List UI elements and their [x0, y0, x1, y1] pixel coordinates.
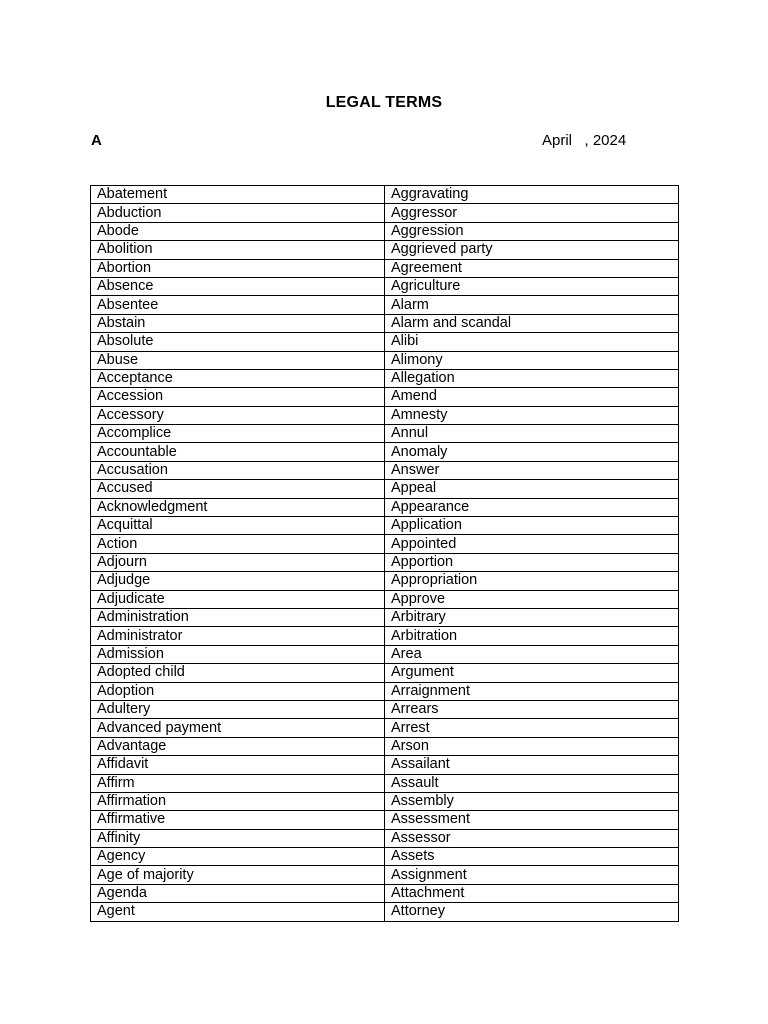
term-cell-right: Agriculture — [385, 277, 679, 295]
term-cell-right: Assignment — [385, 866, 679, 884]
term-cell-right: Appointed — [385, 535, 679, 553]
term-cell-left: Accession — [91, 388, 385, 406]
term-cell-left: Absence — [91, 277, 385, 295]
table-row — [91, 222, 679, 240]
term-cell-right: Annul — [385, 425, 679, 443]
term-cell-left: Administrator — [91, 627, 385, 645]
term-cell-left: Acknowledgment — [91, 498, 385, 516]
table-row — [91, 645, 679, 663]
table-row — [91, 369, 679, 387]
term-cell-right: Attachment — [385, 884, 679, 902]
term-cell-left: Admission — [91, 645, 385, 663]
table-row — [91, 535, 679, 553]
term-cell-right: Aggravating — [385, 186, 679, 204]
term-cell-left: Agency — [91, 848, 385, 866]
term-cell-left: Abortion — [91, 259, 385, 277]
term-cell-left: Absolute — [91, 333, 385, 351]
term-cell-right: Apportion — [385, 553, 679, 571]
table-row — [91, 461, 679, 479]
term-cell-right: Arrears — [385, 700, 679, 718]
table-row — [91, 277, 679, 295]
term-cell-left: Administration — [91, 608, 385, 626]
term-cell-right: Arbitration — [385, 627, 679, 645]
term-cell-right: Aggrieved party — [385, 241, 679, 259]
table-row — [91, 241, 679, 259]
table-row — [91, 792, 679, 810]
term-cell-right: Arson — [385, 737, 679, 755]
term-cell-right: Area — [385, 645, 679, 663]
term-cell-right: Anomaly — [385, 443, 679, 461]
table-row — [91, 517, 679, 535]
term-cell-right: Assailant — [385, 756, 679, 774]
term-cell-right: Appropriation — [385, 572, 679, 590]
term-cell-right: Alarm — [385, 296, 679, 314]
term-cell-left: Adoption — [91, 682, 385, 700]
term-cell-left: Absentee — [91, 296, 385, 314]
table-row — [91, 259, 679, 277]
term-cell-left: Advanced payment — [91, 719, 385, 737]
table-row — [91, 333, 679, 351]
table-row — [91, 848, 679, 866]
table-row — [91, 737, 679, 755]
legal-terms-table-body — [91, 186, 679, 922]
term-cell-right: Arrest — [385, 719, 679, 737]
table-row — [91, 903, 679, 921]
term-cell-right: Approve — [385, 590, 679, 608]
table-row — [91, 590, 679, 608]
term-cell-left: Accomplice — [91, 425, 385, 443]
table-row — [91, 811, 679, 829]
term-cell-right: Alibi — [385, 333, 679, 351]
term-cell-left: Accountable — [91, 443, 385, 461]
term-cell-left: Acquittal — [91, 517, 385, 535]
term-cell-left: Acceptance — [91, 369, 385, 387]
term-cell-left: Affirmation — [91, 792, 385, 810]
term-cell-left: Affinity — [91, 829, 385, 847]
table-row — [91, 664, 679, 682]
table-row — [91, 756, 679, 774]
table-row — [91, 682, 679, 700]
section-letter: A — [91, 132, 102, 149]
term-cell-left: Abduction — [91, 204, 385, 222]
legal-terms-table — [90, 185, 679, 922]
term-cell-right: Argument — [385, 664, 679, 682]
term-cell-right: Appeal — [385, 480, 679, 498]
table-row — [91, 627, 679, 645]
term-cell-left: Abstain — [91, 314, 385, 332]
table-row — [91, 388, 679, 406]
term-cell-left: Affirm — [91, 774, 385, 792]
table-row — [91, 443, 679, 461]
term-cell-left: Adultery — [91, 700, 385, 718]
term-cell-left: Adjourn — [91, 553, 385, 571]
term-cell-left: Advantage — [91, 737, 385, 755]
table-row — [91, 700, 679, 718]
table-row — [91, 829, 679, 847]
term-cell-left: Action — [91, 535, 385, 553]
term-cell-right: Amend — [385, 388, 679, 406]
term-cell-right: Attorney — [385, 903, 679, 921]
table-row — [91, 608, 679, 626]
term-cell-right: Amnesty — [385, 406, 679, 424]
term-cell-left: Adjudge — [91, 572, 385, 590]
table-row — [91, 498, 679, 516]
term-cell-right: Alarm and scandal — [385, 314, 679, 332]
term-cell-right: Assessor — [385, 829, 679, 847]
table-row — [91, 406, 679, 424]
table-row — [91, 884, 679, 902]
term-cell-right: Aggression — [385, 222, 679, 240]
term-cell-right: Answer — [385, 461, 679, 479]
term-cell-left: Affidavit — [91, 756, 385, 774]
term-cell-left: Abuse — [91, 351, 385, 369]
table-row — [91, 204, 679, 222]
term-cell-right: Assembly — [385, 792, 679, 810]
term-cell-left: Abolition — [91, 241, 385, 259]
term-cell-right: Application — [385, 517, 679, 535]
term-cell-left: Accused — [91, 480, 385, 498]
table-row — [91, 719, 679, 737]
term-cell-left: Accusation — [91, 461, 385, 479]
term-cell-left: Accessory — [91, 406, 385, 424]
table-row — [91, 186, 679, 204]
document-date: April , 2024 — [542, 132, 627, 149]
table-row — [91, 425, 679, 443]
table-row — [91, 553, 679, 571]
term-cell-left: Agenda — [91, 884, 385, 902]
document-title: LEGAL TERMS — [325, 94, 443, 111]
table-row — [91, 866, 679, 884]
term-cell-right: Assets — [385, 848, 679, 866]
term-cell-right: Arraignment — [385, 682, 679, 700]
term-cell-right: Arbitrary — [385, 608, 679, 626]
term-cell-left: Adopted child — [91, 664, 385, 682]
term-cell-right: Appearance — [385, 498, 679, 516]
table-row — [91, 572, 679, 590]
term-cell-right: Agreement — [385, 259, 679, 277]
term-cell-left: Adjudicate — [91, 590, 385, 608]
table-row — [91, 774, 679, 792]
table-row — [91, 296, 679, 314]
table-row — [91, 351, 679, 369]
term-cell-left: Agent — [91, 903, 385, 921]
term-cell-right: Alimony — [385, 351, 679, 369]
table-row — [91, 480, 679, 498]
term-cell-left: Age of majority — [91, 866, 385, 884]
term-cell-right: Allegation — [385, 369, 679, 387]
term-cell-left: Abatement — [91, 186, 385, 204]
table-row — [91, 314, 679, 332]
term-cell-left: Affirmative — [91, 811, 385, 829]
term-cell-left: Abode — [91, 222, 385, 240]
term-cell-right: Aggressor — [385, 204, 679, 222]
term-cell-right: Assessment — [385, 811, 679, 829]
term-cell-right: Assault — [385, 774, 679, 792]
